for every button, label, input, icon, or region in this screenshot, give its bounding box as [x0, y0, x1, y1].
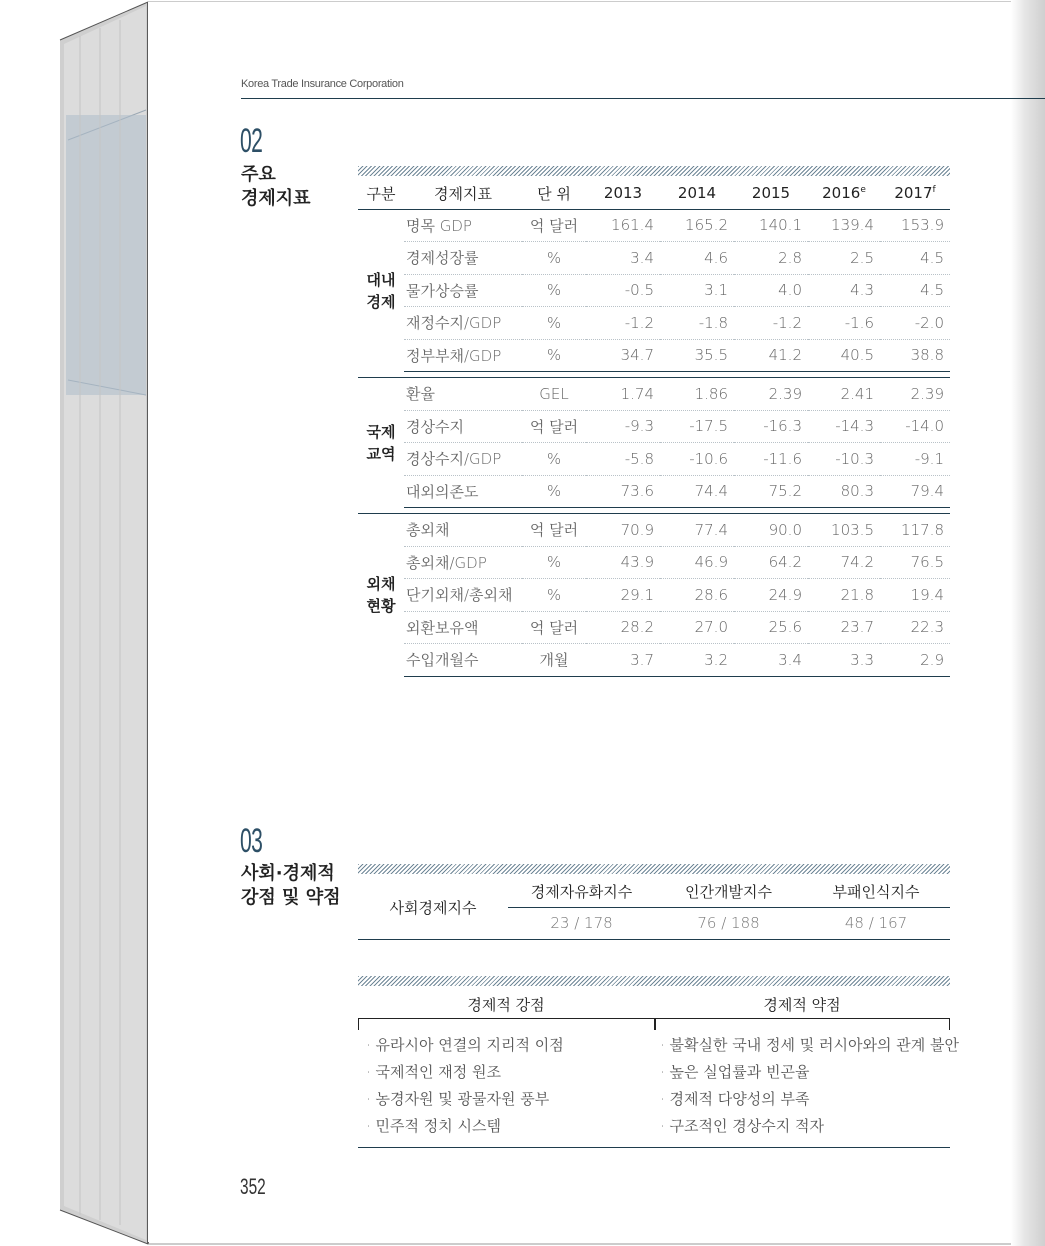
table-cell: 76 / 188 — [655, 907, 802, 939]
value-cell: 24.9 — [734, 579, 808, 612]
indicator-cell: 경제성장률 — [404, 242, 522, 275]
value-cell: 35.5 — [660, 339, 734, 372]
value-cell: 75.2 — [734, 475, 808, 508]
table-hatch-bar — [358, 864, 950, 874]
value-cell: 2.39 — [880, 378, 950, 411]
table-row — [358, 378, 950, 411]
indicator-cell: 재정수지/GDP — [404, 307, 522, 340]
table-row — [358, 443, 950, 476]
table-header-row — [358, 876, 950, 907]
value-cell: -1.6 — [808, 307, 880, 340]
unit-cell: % — [522, 242, 586, 275]
table-row — [358, 644, 950, 677]
value-cell: -1.2 — [586, 307, 660, 340]
value-cell: 140.1 — [734, 209, 808, 242]
col-header: 부패인식지수 — [802, 876, 950, 907]
list-item: · 민주적 정치 시스템 — [366, 1117, 501, 1135]
unit-cell: % — [522, 443, 586, 476]
col-header: 2014 — [660, 178, 734, 209]
value-cell: -16.3 — [734, 410, 808, 443]
value-cell: 2.9 — [880, 644, 950, 677]
value-cell: 3.1 — [660, 274, 734, 307]
indicator-cell: 총외채 — [404, 514, 522, 547]
value-cell: 90.0 — [734, 514, 808, 547]
col-header: 경제자유화지수 — [508, 876, 655, 907]
unit-cell: 억 달러 — [522, 611, 586, 644]
value-cell: 103.5 — [808, 514, 880, 547]
value-cell: 2.8 — [734, 242, 808, 275]
unit-cell: % — [522, 579, 586, 612]
weaknesses-list — [660, 1032, 959, 1140]
value-cell: 29.1 — [586, 579, 660, 612]
indicator-cell: 총외채/GDP — [404, 546, 522, 579]
table-row — [358, 611, 950, 644]
section-number: 02 — [240, 122, 263, 160]
value-cell: 34.7 — [586, 339, 660, 372]
table-cell: 48 / 167 — [802, 907, 950, 939]
indicator-cell: 경상수지 — [404, 410, 522, 443]
col-header: 경제지표 — [404, 178, 522, 209]
table-row — [358, 579, 950, 612]
list-item: · 구조적인 경상수지 적자 — [660, 1117, 824, 1135]
value-cell: 79.4 — [880, 475, 950, 508]
table-row — [358, 307, 950, 340]
group-label: 국제 교역 — [366, 422, 396, 463]
value-cell: 3.4 — [734, 644, 808, 677]
value-cell: 165.2 — [660, 209, 734, 242]
value-cell: 22.3 — [880, 611, 950, 644]
unit-cell: % — [522, 546, 586, 579]
list-item: · 국제적인 재정 원조 — [366, 1063, 501, 1081]
value-cell: 4.0 — [734, 274, 808, 307]
col-header: 2013 — [586, 178, 660, 209]
strengths-weaknesses-header — [358, 990, 950, 1018]
row-label: 사회경제지수 — [358, 876, 508, 939]
value-cell: 76.5 — [880, 546, 950, 579]
table-row — [358, 546, 950, 579]
indicator-cell: 환율 — [404, 378, 522, 411]
strengths-bracket — [358, 1018, 655, 1030]
unit-cell: % — [522, 475, 586, 508]
value-cell: 70.9 — [586, 514, 660, 547]
table-row — [358, 274, 950, 307]
list-item: · 불확실한 국내 정세 및 러시아와의 관계 불안 — [660, 1036, 959, 1054]
value-cell: 46.9 — [660, 546, 734, 579]
col-header: 단 위 — [522, 178, 586, 209]
value-cell: 2.41 — [808, 378, 880, 411]
value-cell: 4.5 — [880, 242, 950, 275]
group-label: 대내 경제 — [366, 270, 396, 311]
list-item: · 유라시아 연결의 지리적 이점 — [366, 1036, 564, 1054]
value-cell: 80.3 — [808, 475, 880, 508]
table-row — [358, 242, 950, 275]
value-cell: 64.2 — [734, 546, 808, 579]
value-cell: -5.8 — [586, 443, 660, 476]
header-rule — [241, 98, 1045, 99]
value-cell: 27.0 — [660, 611, 734, 644]
value-cell: -2.0 — [880, 307, 950, 340]
group-label: 외채 현황 — [366, 575, 396, 615]
indicator-cell: 물가상승률 — [404, 274, 522, 307]
value-cell: 43.9 — [586, 546, 660, 579]
table-body — [358, 209, 950, 676]
value-cell: 1.74 — [586, 378, 660, 411]
value-cell: 25.6 — [734, 611, 808, 644]
value-cell: 117.8 — [880, 514, 950, 547]
value-cell: 1.86 — [660, 378, 734, 411]
value-cell: -14.3 — [808, 410, 880, 443]
unit-cell: 개월 — [522, 644, 586, 677]
indicator-cell: 수입개월수 — [404, 644, 522, 677]
value-cell: 73.6 — [586, 475, 660, 508]
unit-cell: % — [522, 274, 586, 307]
list-item: · 농경자원 및 광물자원 풍부 — [366, 1090, 550, 1108]
section-title: 주요 경제지표 — [241, 164, 311, 209]
value-cell: -9.3 — [586, 410, 660, 443]
table-row — [358, 475, 950, 508]
value-cell: -14.0 — [880, 410, 950, 443]
value-cell: 161.4 — [586, 209, 660, 242]
col-header: 인간개발지수 — [655, 876, 802, 907]
indicator-cell: 명목 GDP — [404, 209, 522, 242]
value-cell: 19.4 — [880, 579, 950, 612]
value-cell: 28.2 — [586, 611, 660, 644]
unit-cell: GEL — [522, 378, 586, 411]
unit-cell: % — [522, 339, 586, 372]
value-cell: 2.39 — [734, 378, 808, 411]
value-cell: 21.8 — [808, 579, 880, 612]
value-cell: 74.4 — [660, 475, 734, 508]
col-header: 2016e — [808, 178, 880, 209]
page-number: 352 — [240, 1174, 266, 1199]
col-header: 2015 — [734, 178, 808, 209]
table-hatch-bar — [358, 976, 950, 986]
value-cell: -10.6 — [660, 443, 734, 476]
value-cell: 3.3 — [808, 644, 880, 677]
table-header-row — [358, 178, 950, 209]
col-header: 구분 — [358, 178, 404, 209]
indicator-cell: 정부부채/GDP — [404, 339, 522, 372]
economic-indicators-table — [358, 178, 950, 677]
value-cell: 3.7 — [586, 644, 660, 677]
value-cell: 38.8 — [880, 339, 950, 372]
indicator-cell: 경상수지/GDP — [404, 443, 522, 476]
weaknesses-bracket — [655, 1018, 950, 1030]
strengths-title: 경제적 강점 — [467, 996, 545, 1014]
value-cell: 74.2 — [808, 546, 880, 579]
table-cell: 23 / 178 — [508, 907, 655, 939]
value-cell: -1.8 — [660, 307, 734, 340]
value-cell: 3.2 — [660, 644, 734, 677]
value-cell: 139.4 — [808, 209, 880, 242]
running-header: Korea Trade Insurance Corporation — [241, 78, 404, 90]
value-cell: 23.7 — [808, 611, 880, 644]
table-row — [358, 339, 950, 372]
indicator-cell: 외환보유액 — [404, 611, 522, 644]
unit-cell: 억 달러 — [522, 410, 586, 443]
value-cell: -9.1 — [880, 443, 950, 476]
table-row — [358, 209, 950, 242]
bottom-rule — [358, 1147, 950, 1148]
value-cell: 4.6 — [660, 242, 734, 275]
socioeconomic-index-table — [358, 876, 950, 940]
unit-cell: 억 달러 — [522, 209, 586, 242]
section-title: 사회·경제적 강점 및 약점 — [241, 863, 341, 908]
table-row — [358, 514, 950, 547]
value-cell: -11.6 — [734, 443, 808, 476]
indicator-cell: 단기외채/총외채 — [404, 579, 522, 612]
value-cell: 3.4 — [586, 242, 660, 275]
col-header: 2017$^f$ — [880, 178, 950, 209]
table-row — [358, 410, 950, 443]
value-cell: 153.9 — [880, 209, 950, 242]
value-cell: 77.4 — [660, 514, 734, 547]
page-curl-shadow — [1011, 0, 1045, 1246]
section-number: 03 — [240, 822, 263, 860]
value-cell: -17.5 — [660, 410, 734, 443]
value-cell: 41.2 — [734, 339, 808, 372]
strengths-list — [366, 1032, 564, 1140]
value-cell: -0.5 — [586, 274, 660, 307]
unit-cell: 억 달러 — [522, 514, 586, 547]
value-cell: 28.6 — [660, 579, 734, 612]
value-cell: 4.5 — [880, 274, 950, 307]
value-cell: -10.3 — [808, 443, 880, 476]
list-item: · 높은 실업률과 빈곤율 — [660, 1063, 810, 1081]
weaknesses-title: 경제적 약점 — [763, 996, 841, 1014]
unit-cell: % — [522, 307, 586, 340]
table-hatch-bar — [358, 166, 950, 176]
indicator-cell: 대외의존도 — [404, 475, 522, 508]
value-cell: 4.3 — [808, 274, 880, 307]
value-cell: -1.2 — [734, 307, 808, 340]
list-item: · 경제적 다양성의 부족 — [660, 1090, 810, 1108]
value-cell: 2.5 — [808, 242, 880, 275]
value-cell: 40.5 — [808, 339, 880, 372]
